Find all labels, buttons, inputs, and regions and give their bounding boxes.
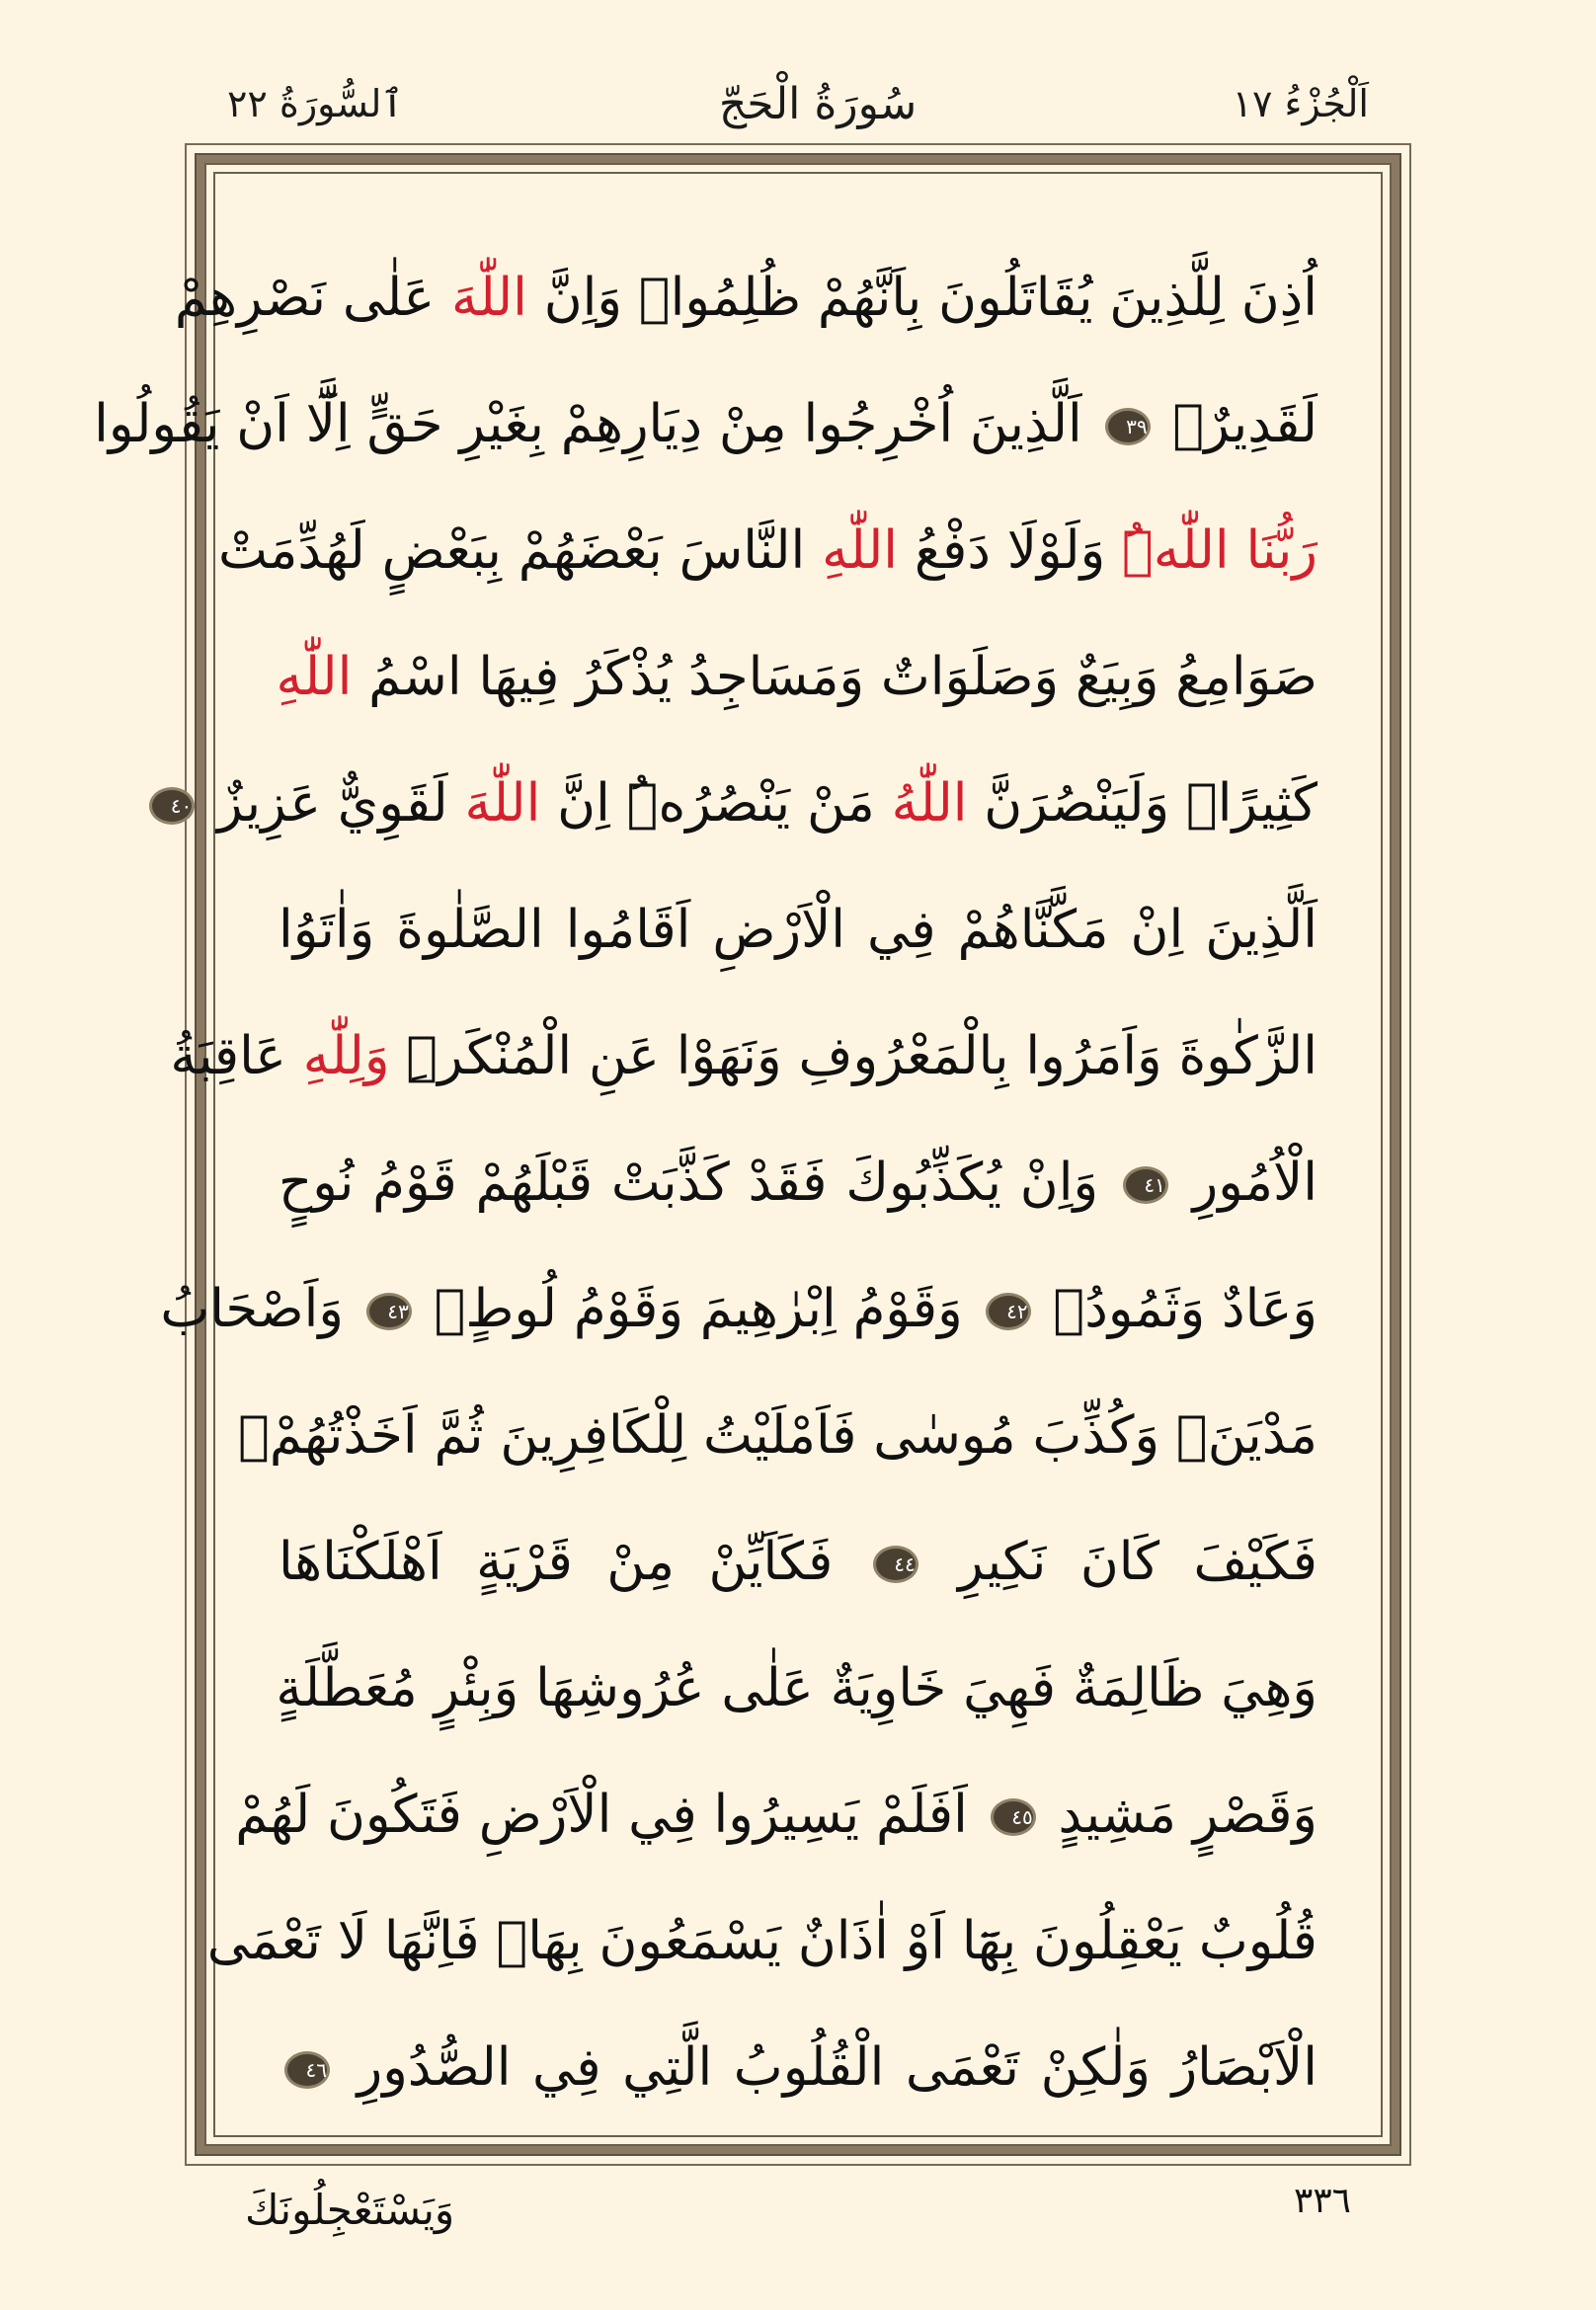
verse-text: وَلَوْلَا دَفْعُ	[897, 520, 1123, 581]
verse-text: وَعَادٌ وَثَمُودُۙ	[1036, 1279, 1317, 1339]
verse-text: اَفَلَمْ يَسِيرُوا فِي الْاَرْضِ فَتَكُونَ لَهُمْ	[235, 1785, 985, 1845]
verse-text: فَكَيْفَ كَانَ نَكِيرِ	[923, 1532, 1318, 1592]
verse-line	[279, 1120, 1317, 1246]
ayah-number-marker: ٤٢	[986, 1293, 1031, 1330]
verse-text: قُلُوبٌ يَعْقِلُونَ بِهَٓا اَوْ اٰذَانٌ يَسْمَعُونَ بِهَاۚ فَاِنَّهَا لَا تَعْمَى	[206, 1911, 1317, 1971]
ayah-number-marker: ٤٦	[284, 2051, 330, 2089]
verse-text: عَلٰى نَصْرِهِمْ	[174, 268, 452, 328]
ayah-number-marker: ٤٠	[149, 787, 195, 825]
ayah-number-marker: ٤٣	[366, 1293, 412, 1330]
verse-text: اَلَّذِينَ اِنْ مَكَّنَّاهُمْ فِي الْاَرْضِ اَقَامُوا الصَّلٰوةَ وَاٰتَوُا	[279, 900, 1317, 960]
surah-number-label: ٱلسُّورَةُ ٢٢	[227, 82, 404, 125]
verse-text: صَوَامِعُ وَبِيَعٌ وَصَلَوَاتٌ وَمَسَاجِدُ يُذْكَرُ فِيهَا اسْمُ	[352, 647, 1317, 707]
ayah-number-marker: ٤٥	[991, 1798, 1036, 1836]
verse-text: النَّاسَ بَعْضَهُمْ بِبَعْضٍ لَهُدِّمَتْ	[217, 520, 823, 581]
verse-line	[217, 488, 1317, 614]
verse-lines	[94, 235, 1318, 2131]
page-frame	[94, 143, 1411, 2166]
verse-line	[235, 1752, 1317, 1878]
verse-line	[206, 1878, 1317, 2005]
divine-name-text: اللّٰهِ	[276, 647, 353, 707]
verse-text: الْاَبْصَارُ وَلٰكِنْ تَعْمَى الْقُلُوبُ الَّتِي فِي الصُّدُورِ	[336, 2037, 1317, 2098]
juz-label: اَلْجُزْءُ ١٧	[1232, 82, 1369, 125]
verse-line	[276, 614, 1317, 741]
verse-text: لَقَدِيرٌۙ	[1156, 394, 1317, 454]
text-panel	[94, 172, 1383, 2137]
catchword: وَيَسْتَعْجِلُونَكَ	[245, 2186, 455, 2234]
verse-line	[160, 1246, 1317, 1373]
divine-name-text: اللّٰهِ	[822, 520, 898, 581]
verse-line	[276, 1626, 1317, 1752]
page-number: ٣٣٦	[1294, 2181, 1352, 2221]
verse-text: مَنْ يَنْصُرُهُۜ اِنَّ	[540, 773, 892, 834]
divine-name-text: رَبُّنَا اللّٰهُۜ	[1122, 520, 1317, 581]
surah-title: سُورَةُ الْحَجّ	[718, 78, 918, 129]
verse-text: اَلَّذِينَ اُخْرِجُوا مِنْ دِيَارِهِمْ بِغَيْرِ حَقٍّ اِلَّٓا اَنْ يَقُولُوا	[94, 394, 1099, 454]
verse-text: وَاِنْ يُكَذِّبُوكَ فَقَدْ كَذَّبَتْ قَبْلَهُمْ قَوْمُ نُوحٍ	[279, 1153, 1117, 1213]
divine-name-text: اللّٰهَ	[464, 773, 541, 834]
verse-line	[279, 867, 1317, 994]
verse-text: الزَّكٰوةَ وَاَمَرُوا بِالْمَعْرُوفِ وَنَهَوْا عَنِ الْمُنْكَرِۜ	[389, 1026, 1317, 1086]
ayah-number-marker: ٤٤	[873, 1546, 918, 1583]
verse-text: لَقَوِيٌّ عَزِيزٌ	[200, 773, 465, 834]
verse-text: مَدْيَنَۚ وَكُذِّبَ مُوسٰى فَاَمْلَيْتُ لِلْكَافِرِينَ ثُمَّ اَخَذْتُهُمْۚ	[238, 1405, 1317, 1466]
verse-line	[279, 2005, 1317, 2131]
verse-text: وَقَوْمُ اِبْرٰهِيمَ وَقَوْمُ لُوطٍۙ	[417, 1279, 980, 1339]
divine-name-text: اللّٰهَ	[451, 268, 527, 328]
ayah-number-marker: ٣٩	[1105, 408, 1151, 445]
verse-text: وَاَصْحَابُ	[160, 1279, 360, 1339]
verse-text: اُذِنَ لِلَّذِينَ يُقَاتَلُونَ بِاَنَّهُمْ ظُلِمُواۜ وَاِنَّ	[526, 268, 1317, 328]
verse-text: الْاُمُورِ	[1173, 1153, 1317, 1213]
verse-line	[174, 235, 1317, 361]
verse-text: فَكَاَيِّنْ مِنْ قَرْيَةٍ اَهْلَكْنَاهَا	[279, 1532, 867, 1592]
verse-text: عَاقِبَةُ	[170, 1026, 303, 1086]
verse-text: وَقَصْرٍ مَشِيدٍ	[1041, 1785, 1317, 1845]
divine-name-text: وَلِلّٰهِ	[302, 1026, 390, 1086]
divine-name-text: اللّٰهُ	[891, 773, 968, 834]
verse-line	[279, 1499, 1317, 1626]
ayah-number-marker: ٤١	[1123, 1166, 1168, 1204]
verse-line	[170, 994, 1317, 1120]
verse-text: كَثِيرًاۜ وَلَيَنْصُرَنَّ	[967, 773, 1317, 834]
verse-line	[170, 741, 1317, 867]
verse-line	[238, 1373, 1317, 1499]
page-header	[227, 69, 1369, 138]
verse-text: وَهِيَ ظَالِمَةٌ فَهِيَ خَاوِيَةٌ عَلٰى عُرُوشِهَا وَبِئْرٍ مُعَطَّلَةٍ	[276, 1658, 1317, 1718]
verse-line	[94, 361, 1317, 488]
